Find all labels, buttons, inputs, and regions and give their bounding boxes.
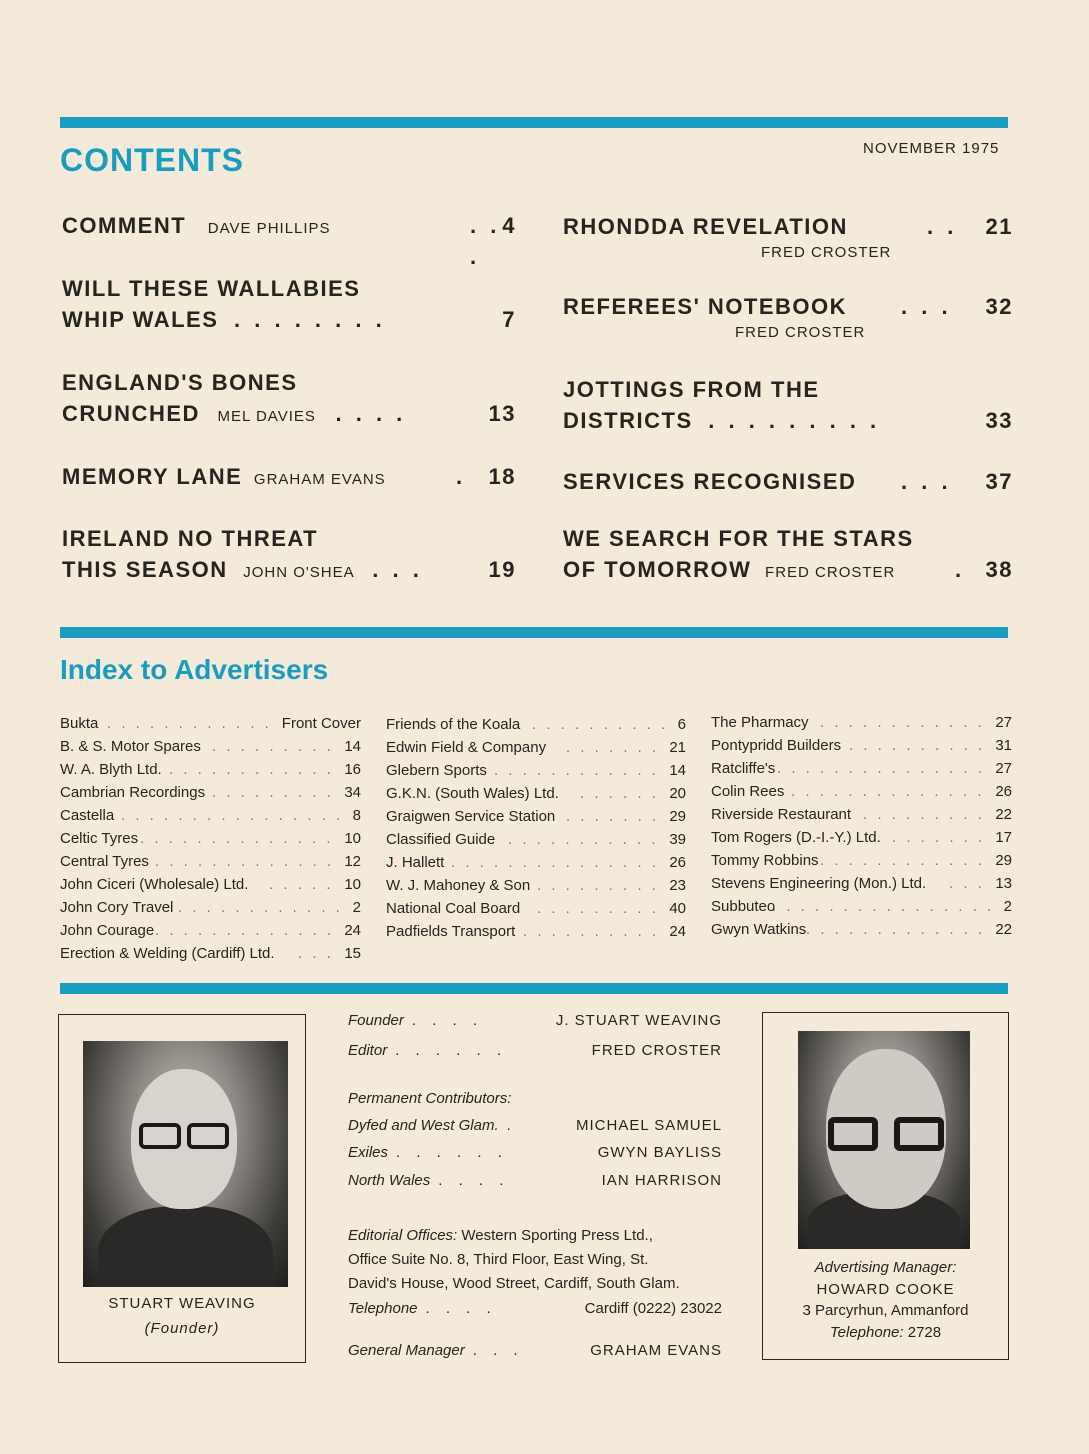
advertiser-page: 29	[995, 852, 1012, 869]
founder-photo-role: (Founder)	[144, 1320, 220, 1337]
entry-title-line2: OF TOMORROW	[563, 557, 752, 582]
advertiser-row	[60, 735, 361, 758]
entry-title: RHONDDA REVELATION	[563, 214, 848, 239]
entry-page: 18	[488, 464, 516, 489]
leader-dots: . . . . . . . . . . . .	[820, 852, 985, 869]
advertiser-name: Classified Guide	[386, 831, 496, 848]
entry-title: SERVICES RECOGNISED	[563, 469, 857, 494]
advertiser-row	[60, 919, 361, 942]
advertiser-page: 40	[669, 900, 686, 917]
manager-tel-label: Telephone:	[829, 1324, 904, 1341]
advertiser-name: B. & S. Motor Spares	[60, 738, 201, 755]
advertiser-page: 22	[995, 806, 1012, 823]
advertiser-page: 21	[669, 739, 686, 756]
entry-referees	[563, 291, 1013, 344]
leader-dots: . . . . . . . . . . . . . . . .	[772, 898, 995, 915]
entry-title-line2: WHIP WALES	[62, 307, 219, 332]
top-rule	[60, 117, 1008, 128]
leader-dots: . . . . . . . . . . . .	[494, 762, 659, 779]
advertiser-name: W. J. Mahoney & Son	[386, 877, 531, 894]
leader-dots: . . . . . . . . .	[212, 784, 334, 801]
advertiser-page: 24	[344, 922, 361, 939]
advertiser-row	[386, 874, 686, 897]
leader-dots: . .	[927, 214, 958, 239]
advertisers-column-1	[60, 712, 361, 965]
advertiser-page: 8	[352, 807, 361, 824]
advertiser-page: 13	[995, 875, 1012, 892]
offices-line2: Office Suite No. 8, Third Floor, East Wing, St.	[348, 1251, 649, 1268]
staff-role: Founder	[348, 1012, 404, 1029]
advertiser-page: 10	[344, 876, 361, 893]
advertiser-page: 23	[669, 877, 686, 894]
leader-dots: . . . . . . . . . . . .	[107, 715, 272, 732]
entry-title-line1: IRELAND NO THREAT	[62, 526, 319, 551]
entry-ireland	[62, 523, 516, 588]
leader-dots: . . . . . . . . . . . . . . . .	[121, 807, 344, 824]
entry-page: 19	[488, 557, 516, 582]
staff-name: GRAHAM EVANS	[590, 1342, 722, 1359]
staff-exiles: Exiles . . . . . . GWYN BAYLISS	[348, 1142, 722, 1164]
advertiser-page: 17	[995, 829, 1012, 846]
advertiser-page: 22	[995, 921, 1012, 938]
founder-photo-name: STUART WEAVING	[108, 1295, 256, 1312]
entry-title-line2: DISTRICTS	[563, 408, 693, 433]
advertiser-page: Front Cover	[281, 715, 361, 732]
advertiser-row	[711, 872, 1012, 895]
advertiser-row	[711, 895, 1012, 918]
advertisers-column-3	[711, 711, 1012, 941]
leader-dots: . . . .	[335, 401, 407, 426]
advertiser-page: 20	[669, 785, 686, 802]
advertiser-name: Glebern Sports	[386, 762, 487, 779]
entry-wallabies	[62, 273, 516, 335]
advertiser-row	[60, 804, 361, 827]
staff-role: Editor	[348, 1042, 388, 1059]
advertiser-page: 2	[352, 899, 361, 916]
leader-dots: . . . . . . . . . . . . . .	[791, 783, 985, 800]
advertiser-row	[60, 942, 361, 965]
leader-dots: . . . . . . . . .	[212, 738, 334, 755]
founder-photo	[83, 1041, 288, 1287]
staff-name: IAN HARRISON	[601, 1172, 722, 1189]
manager-name: HOWARD COOKE	[816, 1281, 955, 1298]
entry-rhondda	[563, 211, 1013, 264]
leader-dots: . . . . . . . . .	[537, 877, 659, 894]
advertiser-name: John Cory Travel	[60, 899, 174, 916]
leader-dots: . . .	[901, 469, 952, 494]
entry-author: MEL DAVIES	[217, 408, 316, 425]
advertiser-name: Central Tyres	[60, 853, 149, 870]
leader-dots: . . . . . . . . . . . .	[169, 761, 334, 778]
advertiser-name: Erection & Welding (Cardiff) Ltd.	[60, 945, 275, 962]
entry-title: REFEREES' NOTEBOOK	[563, 294, 848, 319]
entry-page: 13	[488, 401, 516, 426]
advertiser-page: 24	[669, 923, 686, 940]
leader-dots: .	[955, 557, 966, 582]
bottom-rule	[60, 983, 1008, 994]
advertiser-row	[711, 826, 1012, 849]
staff-role: Dyfed and West Glam.	[348, 1117, 499, 1134]
founder-photo-box	[58, 1014, 306, 1363]
editorial-offices	[348, 1224, 728, 1296]
advertiser-page: 6	[677, 716, 686, 733]
advertiser-name: Castella	[60, 807, 115, 824]
offices-line3: David's House, Wood Street, Cardiff, South Glam.	[348, 1275, 680, 1292]
entry-page: 4	[502, 213, 516, 238]
leader-dots: . . . . . . . . . . . . . . .	[451, 854, 659, 871]
staff-dyfed: Dyfed and West Glam. . MICHAEL SAMUEL	[348, 1115, 722, 1137]
entry-stars	[563, 523, 1013, 588]
leader-dots: . . . . . . . . .	[537, 900, 659, 917]
advertiser-row	[60, 781, 361, 804]
advertiser-name: Ratcliffe's	[711, 760, 776, 777]
manager-tel-value: 2728	[907, 1324, 942, 1341]
staff-north-wales: North Wales . . . . IAN HARRISON	[348, 1170, 722, 1192]
leader-dots: . . . . . . . . . . .	[508, 831, 659, 848]
advertiser-name: Graigwen Service Station	[386, 808, 556, 825]
entry-page: 38	[985, 557, 1013, 582]
advertiser-page: 10	[344, 830, 361, 847]
entry-memory-lane	[62, 461, 516, 495]
advertiser-name: Riverside Restaurant	[711, 806, 852, 823]
offices-label: Editorial Offices:	[348, 1227, 458, 1244]
advertiser-row	[386, 805, 686, 828]
advertiser-row	[60, 873, 361, 896]
entry-title-line2: THIS SEASON	[62, 557, 228, 582]
advertiser-name: Subbuteo	[711, 898, 776, 915]
advertiser-name: W. A. Blyth Ltd.	[60, 761, 162, 778]
advertiser-name: Bukta	[60, 715, 99, 732]
advertiser-name: J. Hallett	[386, 854, 445, 871]
advertiser-row	[386, 782, 686, 805]
issue-date: NOVEMBER 1975	[863, 140, 1000, 157]
advertiser-name: Gwyn Watkins	[711, 921, 807, 938]
leader-dots: .	[456, 464, 467, 489]
entry-page: 7	[502, 307, 516, 332]
advertiser-name: Cambrian Recordings	[60, 784, 206, 801]
leader-dots: . . . . . . . . .	[863, 806, 985, 823]
advertiser-page: 14	[344, 738, 361, 755]
entry-title-line2: CRUNCHED	[62, 401, 200, 426]
advertiser-row	[711, 734, 1012, 757]
advertisers-column-2	[386, 713, 686, 943]
leader-dots: . . . . . .	[580, 785, 659, 802]
leader-dots: . . .	[372, 557, 423, 582]
manager-photo	[798, 1031, 970, 1249]
leader-dots: . . . . . . . . . .	[532, 716, 669, 733]
leader-dots: . . .	[901, 294, 952, 319]
staff-contributors-label: Permanent Contributors:	[348, 1090, 512, 1107]
staff-name: GWYN BAYLISS	[597, 1144, 722, 1161]
advertiser-row	[386, 713, 686, 736]
staff-name: MICHAEL SAMUEL	[576, 1117, 722, 1134]
staff-value: Cardiff (0222) 23022	[584, 1300, 722, 1317]
leader-dots: . . . . .	[269, 876, 334, 893]
advertiser-name: Padfields Transport	[386, 923, 516, 940]
advertiser-name: National Coal Board	[386, 900, 521, 917]
advertiser-page: 29	[669, 808, 686, 825]
leader-dots: . . .	[298, 945, 334, 962]
advertiser-name: G.K.N. (South Wales) Ltd.	[386, 785, 559, 802]
entry-page: 32	[985, 294, 1013, 319]
leader-dots: . . . . . . . . . . . . .	[155, 922, 335, 939]
entry-page: 37	[985, 469, 1013, 494]
entry-author: FRED CROSTER	[761, 244, 892, 261]
staff-name: FRED CROSTER	[591, 1042, 722, 1059]
advertiser-row	[711, 711, 1012, 734]
contents-title: CONTENTS	[60, 142, 244, 178]
leader-dots: . . . . . . . . . . . . .	[155, 853, 335, 870]
staff-editor: Editor . . . . . . FRED CROSTER	[348, 1040, 722, 1062]
advertiser-page: 2	[1003, 898, 1012, 915]
advertisers-title: Index to Advertisers	[60, 654, 329, 685]
entry-page: 21	[985, 214, 1013, 239]
leader-dots: . . . . . . .	[892, 829, 986, 846]
advertiser-row	[711, 780, 1012, 803]
entry-author: FRED CROSTER	[735, 324, 866, 341]
leader-dots: . . . . . . . .	[234, 307, 386, 332]
advertiser-page: 14	[669, 762, 686, 779]
leader-dots: . . .	[470, 213, 501, 269]
advertiser-name: John Ciceri (Wholesale) Ltd.	[60, 876, 249, 893]
advertiser-page: 16	[344, 761, 361, 778]
advertiser-page: 31	[995, 737, 1012, 754]
leader-dots: . . . . . . . . . .	[849, 737, 986, 754]
leader-dots: . . . . . . . . . . . . . . .	[777, 760, 985, 777]
advertiser-row	[711, 849, 1012, 872]
advertiser-row	[60, 712, 361, 735]
advertiser-row	[60, 758, 361, 781]
advertiser-row	[386, 828, 686, 851]
advertiser-name: Pontypridd Builders	[711, 737, 842, 754]
leader-dots: . . . . . . .	[566, 739, 660, 756]
entry-comment	[62, 210, 516, 269]
leader-dots: . . . . . . . . . . . . .	[806, 921, 986, 938]
manager-photo-box	[762, 1012, 1009, 1360]
advertiser-name: Colin Rees	[711, 783, 785, 800]
leader-dots: . . . . . . . . .	[708, 408, 881, 433]
advertiser-name: Stevens Engineering (Mon.) Ltd.	[711, 875, 927, 892]
advertiser-name: Celtic Tyres	[60, 830, 139, 847]
leader-dots: . . . . . . . . . . . . . .	[140, 830, 334, 847]
staff-role: North Wales	[348, 1172, 431, 1189]
manager-label: Advertising Manager:	[814, 1259, 957, 1276]
entry-author: DAVE PHILLIPS	[207, 220, 331, 237]
staff-founder: Founder . . . . J. STUART WEAVING	[348, 1010, 722, 1032]
advertiser-page: 26	[669, 854, 686, 871]
entry-title-line1: ENGLAND'S BONES	[62, 370, 298, 395]
advertiser-name: Tom Rogers (D.-I.-Y.) Ltd.	[711, 829, 881, 846]
advertiser-name: The Pharmacy	[711, 714, 809, 731]
entry-title: COMMENT	[62, 213, 187, 238]
advertiser-row	[711, 918, 1012, 941]
staff-role: Exiles	[348, 1144, 389, 1161]
advertiser-page: 39	[669, 831, 686, 848]
staff-role: Telephone	[348, 1300, 418, 1317]
staff-role: General Manager	[348, 1342, 465, 1359]
entry-title-line1: WILL THESE WALLABIES	[62, 276, 361, 301]
advertiser-row	[386, 759, 686, 782]
leader-dots: . . . . . . . . . . . .	[178, 899, 343, 916]
entry-services	[563, 466, 1013, 497]
advertiser-page: 12	[344, 853, 361, 870]
entry-title-line1: JOTTINGS FROM THE	[563, 377, 820, 402]
manager-address: 3 Parcyrhun, Ammanford	[802, 1302, 969, 1319]
advertiser-name: Tommy Robbins	[711, 852, 819, 869]
advertiser-row	[386, 920, 686, 943]
advertiser-page: 27	[995, 714, 1012, 731]
staff-general-manager: General Manager . . . GRAHAM EVANS	[348, 1340, 722, 1362]
advertiser-row	[386, 736, 686, 759]
entry-title-line1: WE SEARCH FOR THE STARS	[563, 526, 914, 551]
advertiser-row	[711, 757, 1012, 780]
offices-line1: Western Sporting Press Ltd.,	[461, 1227, 653, 1244]
advertiser-page: 27	[995, 760, 1012, 777]
staff-name: J. STUART WEAVING	[555, 1012, 722, 1029]
entry-jottings	[563, 374, 1013, 436]
entry-author: GRAHAM EVANS	[253, 471, 386, 488]
entry-page: 33	[985, 408, 1013, 433]
advertiser-page: 26	[995, 783, 1012, 800]
advertiser-row	[386, 851, 686, 874]
advertiser-row	[386, 897, 686, 920]
advertiser-row	[60, 850, 361, 873]
manager-telephone	[763, 1324, 1008, 1341]
advertiser-row	[60, 896, 361, 919]
middle-rule	[60, 627, 1008, 638]
entry-author: FRED CROSTER	[765, 564, 896, 581]
entry-england	[62, 367, 516, 432]
leader-dots: . . . . . . . . . .	[523, 923, 660, 940]
advertiser-row	[711, 803, 1012, 826]
advertiser-page: 15	[344, 945, 361, 962]
leader-dots: . . . . . . .	[566, 808, 660, 825]
leader-dots: . . . . . . . . . . . .	[820, 714, 985, 731]
leader-dots: . . .	[949, 875, 985, 892]
advertiser-name: Friends of the Koala	[386, 716, 521, 733]
entry-author: JOHN O'SHEA	[243, 564, 355, 581]
staff-telephone: Telephone . . . . Cardiff (0222) 23022	[348, 1298, 722, 1320]
advertiser-row	[60, 827, 361, 850]
entry-title: MEMORY LANE	[62, 464, 243, 489]
advertiser-name: John Courage	[60, 922, 155, 939]
advertiser-name: Edwin Field & Company	[386, 739, 547, 756]
advertiser-page: 34	[344, 784, 361, 801]
